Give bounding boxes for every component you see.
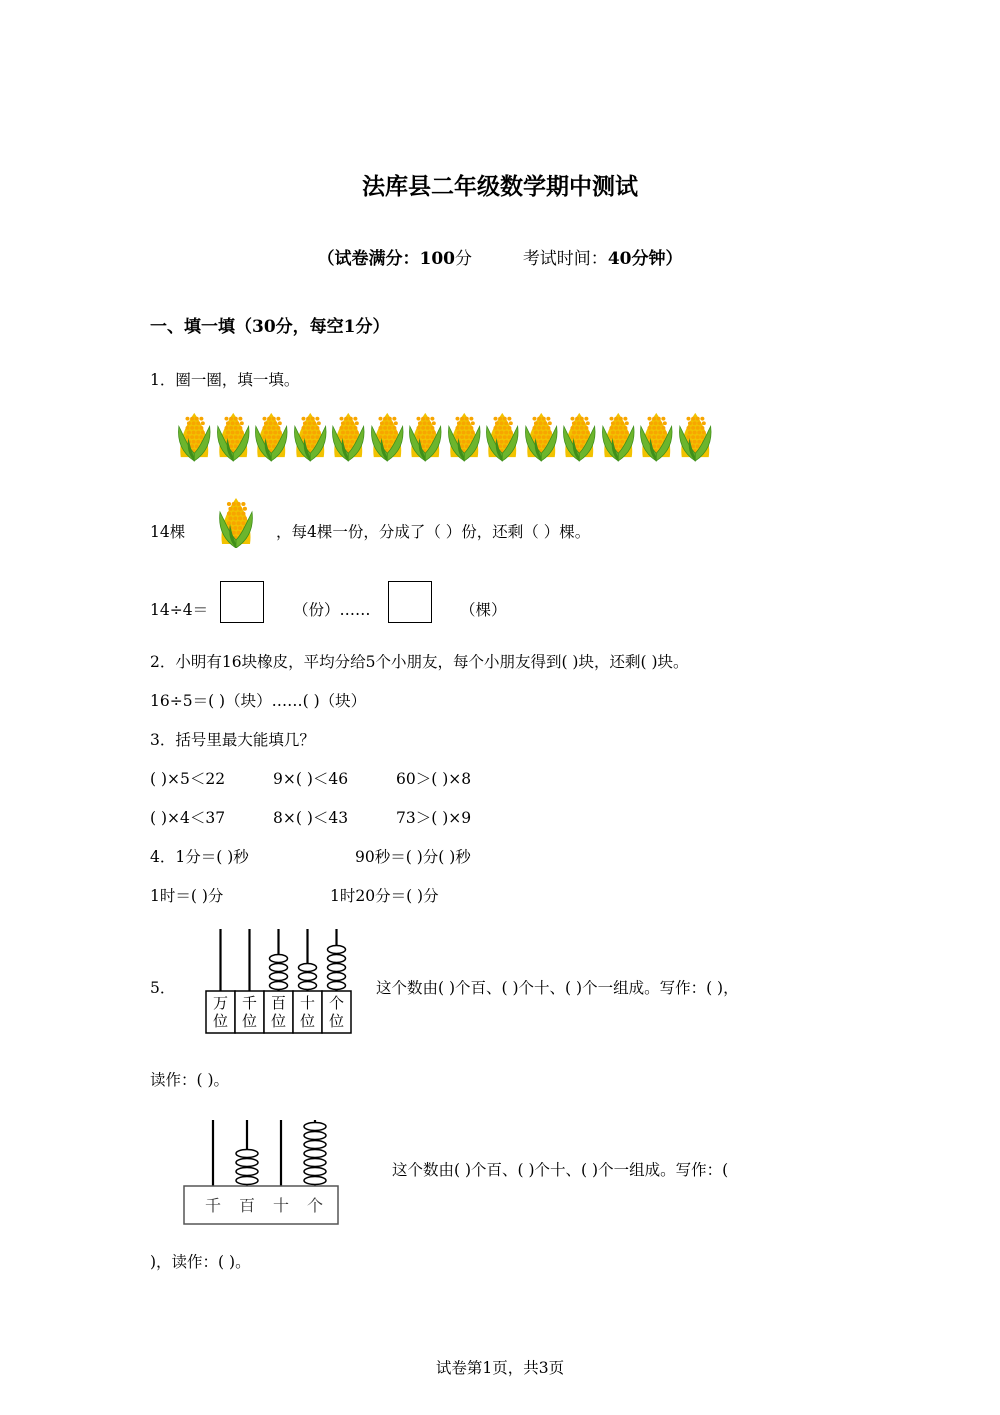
q4-r2-c1: 1时＝( )分 — [150, 887, 224, 905]
q3-prompt: 3．括号里最大能填几？ — [150, 731, 315, 749]
q4-r2-c2: 1时20分＝( )分 — [330, 887, 439, 905]
q4-r1-c1: 4．1分＝( )秒 — [150, 848, 249, 866]
q1-prompt: 1．圈一圈，填一填。 — [150, 371, 300, 389]
q2-line1: 2．小明有16块橡皮，平均分给5个小朋友，每个小朋友得到( )块，还剩( )块。 — [150, 653, 689, 671]
exam-info-open: （试卷满分： — [317, 249, 420, 269]
abacus-place-label: 百 — [270, 994, 287, 1012]
q1-line-a-prefix: 14棵 — [150, 523, 186, 541]
abacus-five-place — [200, 925, 360, 1037]
abacus-place-label: 位 — [299, 1012, 316, 1030]
corn-icon — [252, 408, 291, 462]
corn-icon — [214, 408, 253, 462]
q1-unit-ke: （棵） — [460, 601, 507, 619]
corn-icon — [212, 494, 260, 548]
abacus-place-label: 个 — [306, 1196, 324, 1215]
page-footer: 试卷第1页，共3页 — [435, 1359, 565, 1377]
corn-icon — [291, 408, 330, 462]
full-score: 100 — [419, 249, 455, 269]
abacus-place-label: 位 — [241, 1012, 258, 1030]
abacus-four-place — [180, 1112, 342, 1228]
corn-row — [175, 408, 714, 462]
q1-division-expr: 14÷4＝ — [150, 601, 209, 619]
section-1-heading: 一、填一填（30分，每空1分） — [150, 317, 390, 337]
q5-number: 5． — [150, 979, 176, 997]
abacus-place-label: 百 — [238, 1196, 256, 1215]
corn-icon — [368, 408, 407, 462]
corn-icon — [406, 408, 445, 462]
q3-r1-c2: 9×( )＜46 — [273, 770, 349, 788]
answer-box-remainder[interactable] — [388, 581, 432, 623]
q3-r1-c1: ( )×5＜22 — [150, 770, 226, 788]
q3-r1-c3: 60＞( )×8 — [396, 770, 472, 788]
q5-text2-cont: )，读作：( )。 — [150, 1253, 251, 1271]
exam-info — [0, 244, 1000, 269]
corn-icon — [522, 408, 561, 462]
score-unit: 分 — [455, 249, 472, 269]
corn-icon — [175, 408, 214, 462]
q1-unit-fen: （份）…… — [293, 601, 371, 619]
q3-r2-c2: 8×( )＜43 — [273, 809, 349, 827]
corn-icon — [676, 408, 715, 462]
abacus-place-label: 十 — [299, 994, 316, 1012]
abacus-place-label: 万 — [212, 994, 229, 1012]
page-title: 法库县二年级数学期中测试 — [362, 174, 638, 200]
q2-line2: 16÷5＝( )（块）……( )（块） — [150, 692, 367, 710]
time-unit: 分钟） — [631, 249, 683, 269]
q5-text2: 这个数由( )个百、( )个十、( )个一组成。写作：( — [392, 1161, 729, 1179]
corn-icon — [483, 408, 522, 462]
q4-r1-c2: 90秒＝( )分( )秒 — [355, 848, 471, 866]
time-label: 考试时间： — [522, 249, 608, 269]
corn-icon — [599, 408, 638, 462]
q5-text1-cont: 读作：( )。 — [150, 1071, 230, 1089]
abacus-place-label: 位 — [270, 1012, 287, 1030]
q3-r2-c3: 73＞( )×9 — [396, 809, 472, 827]
abacus-place-label: 千 — [241, 994, 258, 1012]
corn-icon — [329, 408, 368, 462]
answer-box-quotient[interactable] — [220, 581, 264, 623]
abacus-place-label: 位 — [212, 1012, 229, 1030]
q3-r2-c1: ( )×4＜37 — [150, 809, 226, 827]
abacus-place-label: 位 — [328, 1012, 345, 1030]
corn-icon — [637, 408, 676, 462]
q1-line-a-suffix: ，每4棵一份，分成了（ ）份，还剩（ ）棵。 — [276, 523, 591, 541]
corn-icon — [445, 408, 484, 462]
exam-time: 40 — [607, 249, 632, 269]
abacus-place-label: 千 — [204, 1196, 222, 1215]
abacus-place-label: 个 — [328, 994, 345, 1012]
q5-text1: 这个数由( )个百、( )个十、( )个一组成。写作：( )， — [376, 979, 739, 997]
corn-icon — [560, 408, 599, 462]
abacus-place-label: 十 — [272, 1196, 290, 1215]
